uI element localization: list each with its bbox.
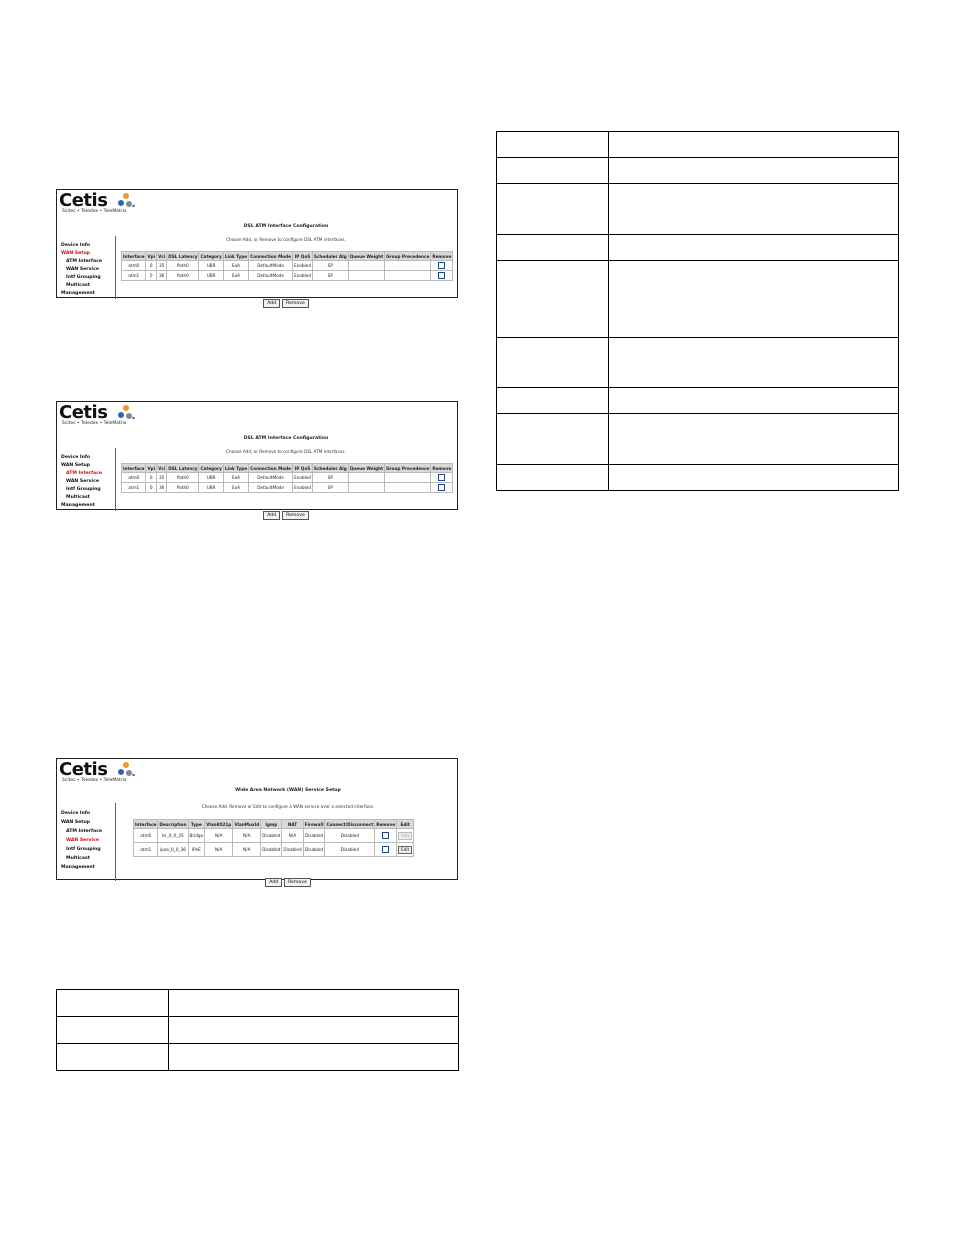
empty-cell [609,184,899,235]
table-header-row [134,820,414,829]
empty-cell [497,132,609,158]
action-buttons [119,868,457,887]
col-header: Link Type [224,253,248,259]
page-subtitle: Choose Add, Remove or Edit to configure a WAN service over a selected interface. [201,804,375,809]
cell [385,483,431,493]
cetis-logo [59,759,127,783]
cell: Disabled [282,843,303,857]
col-header: Vpi [147,465,156,471]
col-header: Vpi [147,253,156,259]
table-row [57,1044,459,1071]
cell: Path0 [167,483,199,493]
col-header: Igmp [261,820,282,829]
cell: Enabled [293,261,313,271]
table-row [497,388,899,414]
empty-cell [609,414,899,465]
nav-atm-interface[interactable]: ATM Interface [66,829,102,834]
empty-cell [57,990,169,1017]
nav-multicast[interactable]: Multicast [66,283,90,288]
cell: 0 [146,271,157,281]
add-button[interactable]: Add [263,511,280,520]
cell: 0 [146,473,157,483]
empty-cell [497,388,609,414]
col-header: Remove [376,821,396,827]
cell: Enabled [293,483,313,493]
remove-cell [431,473,453,483]
cell: ipoe_0_0_36 [158,843,188,857]
cell: UBR [199,483,223,493]
cell: UBR [199,473,223,483]
wan-service-screenshot [56,758,458,885]
cell [348,473,384,483]
logo-wordmark: Cetis [59,402,108,423]
empty-cell [609,338,899,388]
col-header: Connection Mode [250,253,291,259]
col-header: Interface [123,465,145,471]
sidebar-nav [57,448,116,511]
cell: atm0 [134,829,158,843]
cell [348,261,384,271]
cell: Disabled [303,829,325,843]
cetis-logo [59,190,127,214]
cell: EoA [223,473,248,483]
cell: 0 [146,483,157,493]
logo-dots-icon [117,404,135,420]
col-header: DSL Latency [168,253,198,259]
cell: atm1 [122,483,146,493]
remove-button[interactable]: Remove [284,878,311,887]
nav-management[interactable]: Management [61,291,95,296]
cell: N/A [233,829,261,843]
table-row [134,843,414,857]
empty-table-right [496,131,899,491]
empty-cell [609,261,899,338]
cell: SP [312,483,348,493]
logo-wordmark: Cetis [59,190,108,211]
page-title: Wide Area Network (WAN) Service Setup [235,788,341,793]
col-header: NAT [282,820,303,829]
cell: br_0_0_35 [158,829,188,843]
atm-interface-table [121,251,453,281]
cell: SP [312,473,348,483]
empty-cell [497,158,609,184]
remove-cell [431,261,453,271]
empty-table-left [56,989,459,1071]
cell: IPoE [188,843,205,857]
remove-checkbox[interactable] [382,832,389,839]
remove-cell [431,271,453,281]
cell: Disabled [325,843,375,857]
cetis-logo [59,402,127,426]
col-header: Edit [397,820,414,829]
table-row [134,829,414,843]
cell: UBR [199,271,223,281]
logo-tagline: Scitec • Teledex • TeleMatrix [62,421,127,426]
nav-wan-service[interactable]: WAN Service [66,838,99,843]
cell: atm1 [122,271,146,281]
empty-cell [497,338,609,388]
page-subtitle: Choose Add, or Remove to configure DSL ATM interfaces. [226,449,346,454]
table-row [122,473,453,483]
cell: SP [312,271,348,281]
cell [385,261,431,271]
table-row [122,483,453,493]
cell: Path0 [167,261,199,271]
atm-interface-table [121,463,453,493]
nav-wan-service[interactable]: WAN Service [66,479,99,484]
cell: Disabled [261,843,282,857]
remove-cell [375,829,397,843]
remove-checkbox[interactable] [438,474,445,481]
nav-atm-interface[interactable]: ATM Interface [66,259,102,264]
nav-multicast[interactable]: Multicast [66,495,90,500]
page-subtitle: Choose Add, or Remove to configure DSL ATM interfaces. [226,237,346,242]
cell: N/A [282,829,303,843]
col-header: Link Type [224,465,248,471]
col-header: Description [159,821,187,827]
cell: N/A [205,843,233,857]
wan-service-table [133,819,414,857]
remove-cell [375,843,397,857]
table-header-row [122,252,453,261]
cell: DefaultMode [249,271,293,281]
col-header: Queue Weight [349,253,384,259]
cell [348,483,384,493]
nav-device-info[interactable]: Device Info [61,455,91,460]
empty-cell [609,388,899,414]
empty-cell [609,235,899,261]
cell: EoA [223,261,248,271]
nav-management[interactable]: Management [61,503,95,508]
action-buttons [115,501,457,520]
col-header: Queue Weight [349,465,384,471]
col-header: Vci [158,253,166,259]
nav-wan-setup[interactable]: WAN Setup [61,463,91,468]
edit-cell [397,829,414,843]
add-button[interactable]: Add [263,299,280,308]
remove-checkbox[interactable] [438,262,445,269]
nav-wan-service[interactable]: WAN Service [66,267,99,272]
table-header-row [122,464,453,473]
col-header: Scheduler Alg [313,465,347,471]
col-header: VlanMuxId [234,821,260,827]
col-header: Vlan8021p [206,821,232,827]
remove-button[interactable]: Remove [282,511,309,520]
page-title: DSL ATM Interface Configuration [243,224,329,229]
table-row [497,261,899,338]
nav-wan-setup[interactable]: WAN Setup [61,251,91,256]
nav-wan-setup[interactable]: WAN Setup [61,820,91,825]
empty-cell [57,1044,169,1071]
table-row [57,990,459,1017]
col-header: Scheduler Alg [313,253,347,259]
empty-cell [169,1017,459,1044]
nav-multicast[interactable]: Multicast [66,856,90,861]
edit-button[interactable]: Edit [398,846,412,854]
remove-checkbox[interactable] [382,846,389,853]
cell: atm0 [122,261,146,271]
empty-cell [169,990,459,1017]
empty-cell [497,184,609,235]
table-row [57,1017,459,1044]
cell: 36 [157,483,167,493]
empty-cell [497,235,609,261]
col-header: Category [200,253,222,259]
action-buttons [115,289,457,308]
cell: Path0 [167,473,199,483]
cell: 0 [146,261,157,271]
table-row [122,261,453,271]
col-header: Remove [432,253,452,259]
table-row [497,338,899,388]
edit-button-disabled: Edit [398,832,412,840]
cell: SP [312,261,348,271]
logo-dots-icon [117,192,135,208]
atm-config-screenshot-1 [56,189,458,306]
sidebar-nav [57,236,116,299]
col-header: Interface [123,253,145,259]
empty-cell [57,1017,169,1044]
nav-management[interactable]: Management [61,865,95,870]
cell: 35 [157,473,167,483]
col-header: Remove [432,465,452,471]
cell: DefaultMode [249,483,293,493]
table-row [497,132,899,158]
cell: EoA [223,483,248,493]
logo-tagline: Scitec • Teledex • TeleMatrix [62,778,127,783]
remove-checkbox[interactable] [438,272,445,279]
col-header: Category [200,465,222,471]
page-title: DSL ATM Interface Configuration [243,436,329,441]
col-header: Type [188,820,205,829]
cell: Disabled [325,829,375,843]
col-header: Interface [135,821,157,827]
cell: N/A [233,843,261,857]
nav-intf-grouping[interactable]: Intf Grouping [66,847,101,852]
cell [348,271,384,281]
atm-config-screenshot-2 [56,401,458,518]
remove-checkbox[interactable] [438,484,445,491]
cell: DefaultMode [249,473,293,483]
logo-dots-icon [117,761,135,777]
table-row [497,184,899,235]
col-header: Vci [158,465,166,471]
cell: atm0 [122,473,146,483]
logo-wordmark: Cetis [59,759,108,780]
cell: 35 [157,261,167,271]
table-row [497,414,899,465]
empty-cell [497,414,609,465]
cell: 36 [157,271,167,281]
cell: DefaultMode [249,261,293,271]
sidebar-nav [57,803,116,881]
cell: Path0 [167,271,199,281]
empty-cell [609,132,899,158]
cell [385,473,431,483]
nav-intf-grouping[interactable]: Intf Grouping [66,487,101,492]
col-header: Firewall [304,821,324,827]
col-header: IP QoS [293,464,313,473]
col-header: Connection Mode [250,465,291,471]
empty-cell [497,261,609,338]
empty-cell [497,465,609,491]
cell: Enabled [293,271,313,281]
table-row [497,235,899,261]
col-header: Group Precedence [386,253,430,259]
add-button[interactable]: Add [265,878,282,887]
edit-cell [397,843,414,857]
cell: EoA [223,271,248,281]
cell: Disabled [303,843,325,857]
cell: Enabled [293,473,313,483]
empty-cell [609,465,899,491]
cell: UBR [199,261,223,271]
logo-tagline: Scitec • Teledex • TeleMatrix [62,209,127,214]
nav-device-info[interactable]: Device Info [61,811,91,816]
empty-cell [609,158,899,184]
table-row [497,158,899,184]
table-row [497,465,899,491]
cell: Bridge [188,829,205,843]
remove-cell [431,483,453,493]
remove-button[interactable]: Remove [282,299,309,308]
cell: N/A [205,829,233,843]
col-header: DSL Latency [168,465,198,471]
empty-cell [169,1044,459,1071]
cell: Disabled [261,829,282,843]
table-row [122,271,453,281]
col-header: Group Precedence [386,465,430,471]
cell: atm1 [134,843,158,857]
nav-device-info[interactable]: Device Info [61,243,91,248]
nav-atm-interface[interactable]: ATM Interface [66,471,102,476]
nav-intf-grouping[interactable]: Intf Grouping [66,275,101,280]
cell [385,271,431,281]
col-header: Connect/Disconnect [326,821,374,827]
col-header: IP QoS [293,252,313,261]
